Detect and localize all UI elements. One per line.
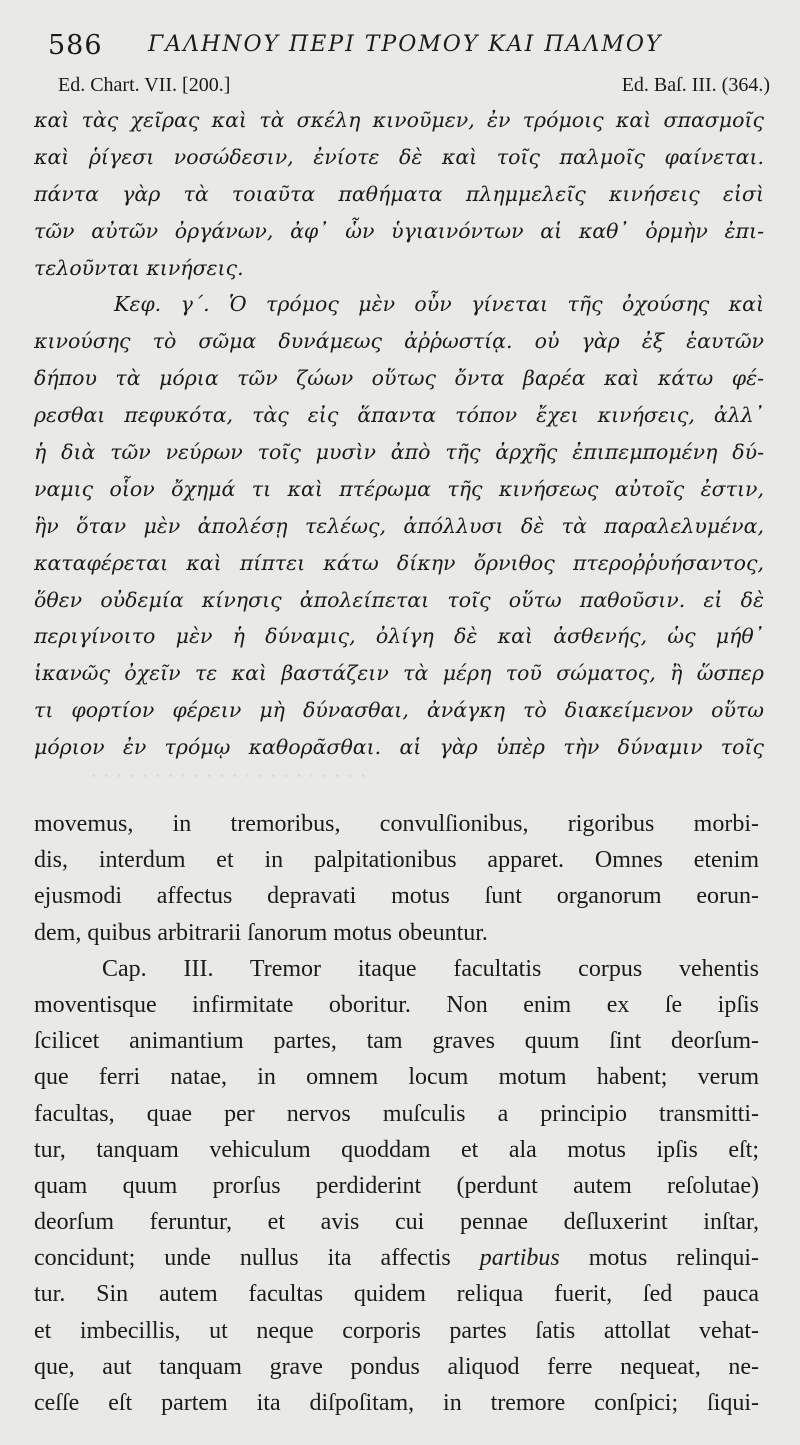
- greek-line: ἡ διὰ τῶν νεύρων τοῖς μυσὶν ἀπὸ τῆς ἀρχῆς ἐπιπεμπομένη δύ-: [34, 440, 764, 465]
- page-header: [48, 28, 768, 64]
- latin-line: moventisque infirmitate oboritur. Non enim ex ſe ipſis: [34, 991, 759, 1018]
- greek-text-block: [34, 102, 764, 766]
- greek-line: καταφέρεται καὶ πίπτει κάτω δίκην ὄρνιθος πτεροῤῥυήσαντος,: [34, 550, 764, 575]
- greek-chapter-heading-line: Κεφ. γ΄. Ὁ τρόμος μὲν οὖν γίνεται τῆς ὀχούσης καὶ: [114, 292, 764, 317]
- latin-line: ejusmodi affectus depravati motus ſunt organorum eorun-: [34, 883, 759, 910]
- greek-line: καὶ τὰς χεῖρας καὶ τὰ σκέλη κινοῦμεν, ἐν τρόμοις καὶ σπασμοῖς: [34, 108, 764, 132]
- greek-line: τι φορτίον φέρειν μὴ δύνασθαι, ἀνάγκη τὸ διακείμενον οὕτω: [34, 698, 764, 723]
- greek-line: περιγίνοιτο μὲν ἡ δύναμις, ὀλίγη δὲ καὶ ἀσθενής, ὡς μήθ᾽: [34, 624, 764, 649]
- latin-line: que, aut tanquam grave pondus aliquod ferre nequeat, ne-: [34, 1353, 759, 1380]
- greek-line: τῶν αὐτῶν ὀργάνων, ἀφ᾽ ὧν ὑγιαινόντων αἱ καθ᾽ ὁρμὴν ἐπι-: [34, 218, 764, 243]
- latin-line: facultas, quae per nervos muſculis a principio transmitti-: [34, 1100, 759, 1127]
- edition-chartier-reference: Ed. Chart. VII. [200.]: [58, 74, 231, 96]
- edition-basel-reference: Ed. Baſ. III. (364.): [621, 74, 770, 96]
- latin-line: quam quum prorſus perdiderint (perdunt autem reſolutae): [34, 1172, 759, 1199]
- greek-line: ὅθεν οὐδεμία κίνησις ἀπολείπεται τοῖς οὕτω παθοῦσιν. εἰ δὲ: [34, 587, 764, 612]
- page-number: 586: [48, 30, 103, 61]
- greek-line: ἱκανῶς ὀχεῖν τε καὶ βαστάζειν τὰ μέρη τοῦ σώματος, ἢ ὥσπερ: [34, 661, 764, 686]
- greek-line: πάντα γὰρ τὰ τοιαῦτα παθήματα πλημμελεῖς κινήσεις εἰσὶ: [34, 181, 764, 206]
- greek-line: ἣν ὅταν μὲν ἀπολέσῃ τελέως, ἀπόλλυσι δὲ τὰ παραλελυμένα,: [34, 513, 764, 538]
- latin-line: tur, tanquam vehiculum quoddam et ala motus ipſis eſt;: [34, 1136, 759, 1163]
- greek-line: ρεσθαι πεφυκότα, τὰς εἰς ἅπαντα τόπον ἔχει κινήσεις, ἀλλ᾽: [34, 403, 764, 428]
- greek-line: τελοῦνται κινήσεις.: [34, 255, 244, 280]
- latin-line: deorſum feruntur, et avis cui pennae deſluxerint inſtar,: [34, 1209, 759, 1236]
- latin-line: concidunt; unde nullus ita affectis partibus motus relinqui-: [34, 1245, 759, 1272]
- latin-line: ceſſe eſt partem ita diſpoſitam, in tremore conſpici; ſiqui-: [34, 1390, 759, 1416]
- greek-line: καὶ ῥίγεσι νοσώδεσιν, ἐνίοτε δὲ καὶ τοῖς παλμοῖς φαίνεται.: [34, 144, 764, 169]
- latin-line: movemus, in tremoribus, convulſionibus, rigoribus morbi-: [34, 811, 759, 837]
- greek-line: δήπου τὰ μόρια τῶν ζώων οὕτως ὄντα βαρέα καὶ κάτω φέ-: [34, 366, 764, 391]
- latin-line: dem, quibus arbitrarii ſanorum motus obeuntur.: [34, 919, 488, 946]
- running-title: ΓΑΛΗΝΟΥ ΠΕΡΙ ΤΡΟΜΟΥ ΚΑΙ ΠΑΛΜΟΥ: [148, 32, 663, 57]
- latin-chapter-heading-line: Cap. III. Tremor itaque facultatis corpus vehentis: [102, 955, 759, 982]
- italic-word: partibus: [479, 1245, 560, 1272]
- latin-line: tur. Sin autem facultas quidem reliqua fuerit, ſed pauca: [34, 1281, 759, 1308]
- latin-line: et imbecillis, ut neque corporis partes ſatis attollat vehat-: [34, 1317, 759, 1344]
- latin-line: dis, interdum et in palpitationibus apparet. Omnes etenim: [34, 847, 759, 874]
- latin-line: ſcilicet animantium partes, tam graves quum ſint deorſum-: [34, 1028, 759, 1055]
- edition-references: [58, 74, 770, 102]
- show-through-text: · · · · · · · · · · · · · · · · · · · · · ·: [90, 763, 367, 788]
- greek-line: κινούσης τὸ σῶμα δυνάμεως ἀῤῥωστίᾳ. οὐ γὰρ ἐξ ἑαυτῶν: [34, 329, 764, 354]
- latin-text-block: [34, 806, 759, 1421]
- latin-line: que ferri natae, in omnem locum motum habent; verum: [34, 1064, 759, 1091]
- greek-line: μόριον ἐν τρόμῳ καθορᾶσθαι. αἱ γὰρ ὑπὲρ τὴν δύναμιν τοῖς: [34, 735, 764, 760]
- greek-line: ναμις οἷον ὄχημά τι καὶ πτέρωμα τῆς κινήσεως αὐτοῖς ἐστιν,: [34, 476, 764, 501]
